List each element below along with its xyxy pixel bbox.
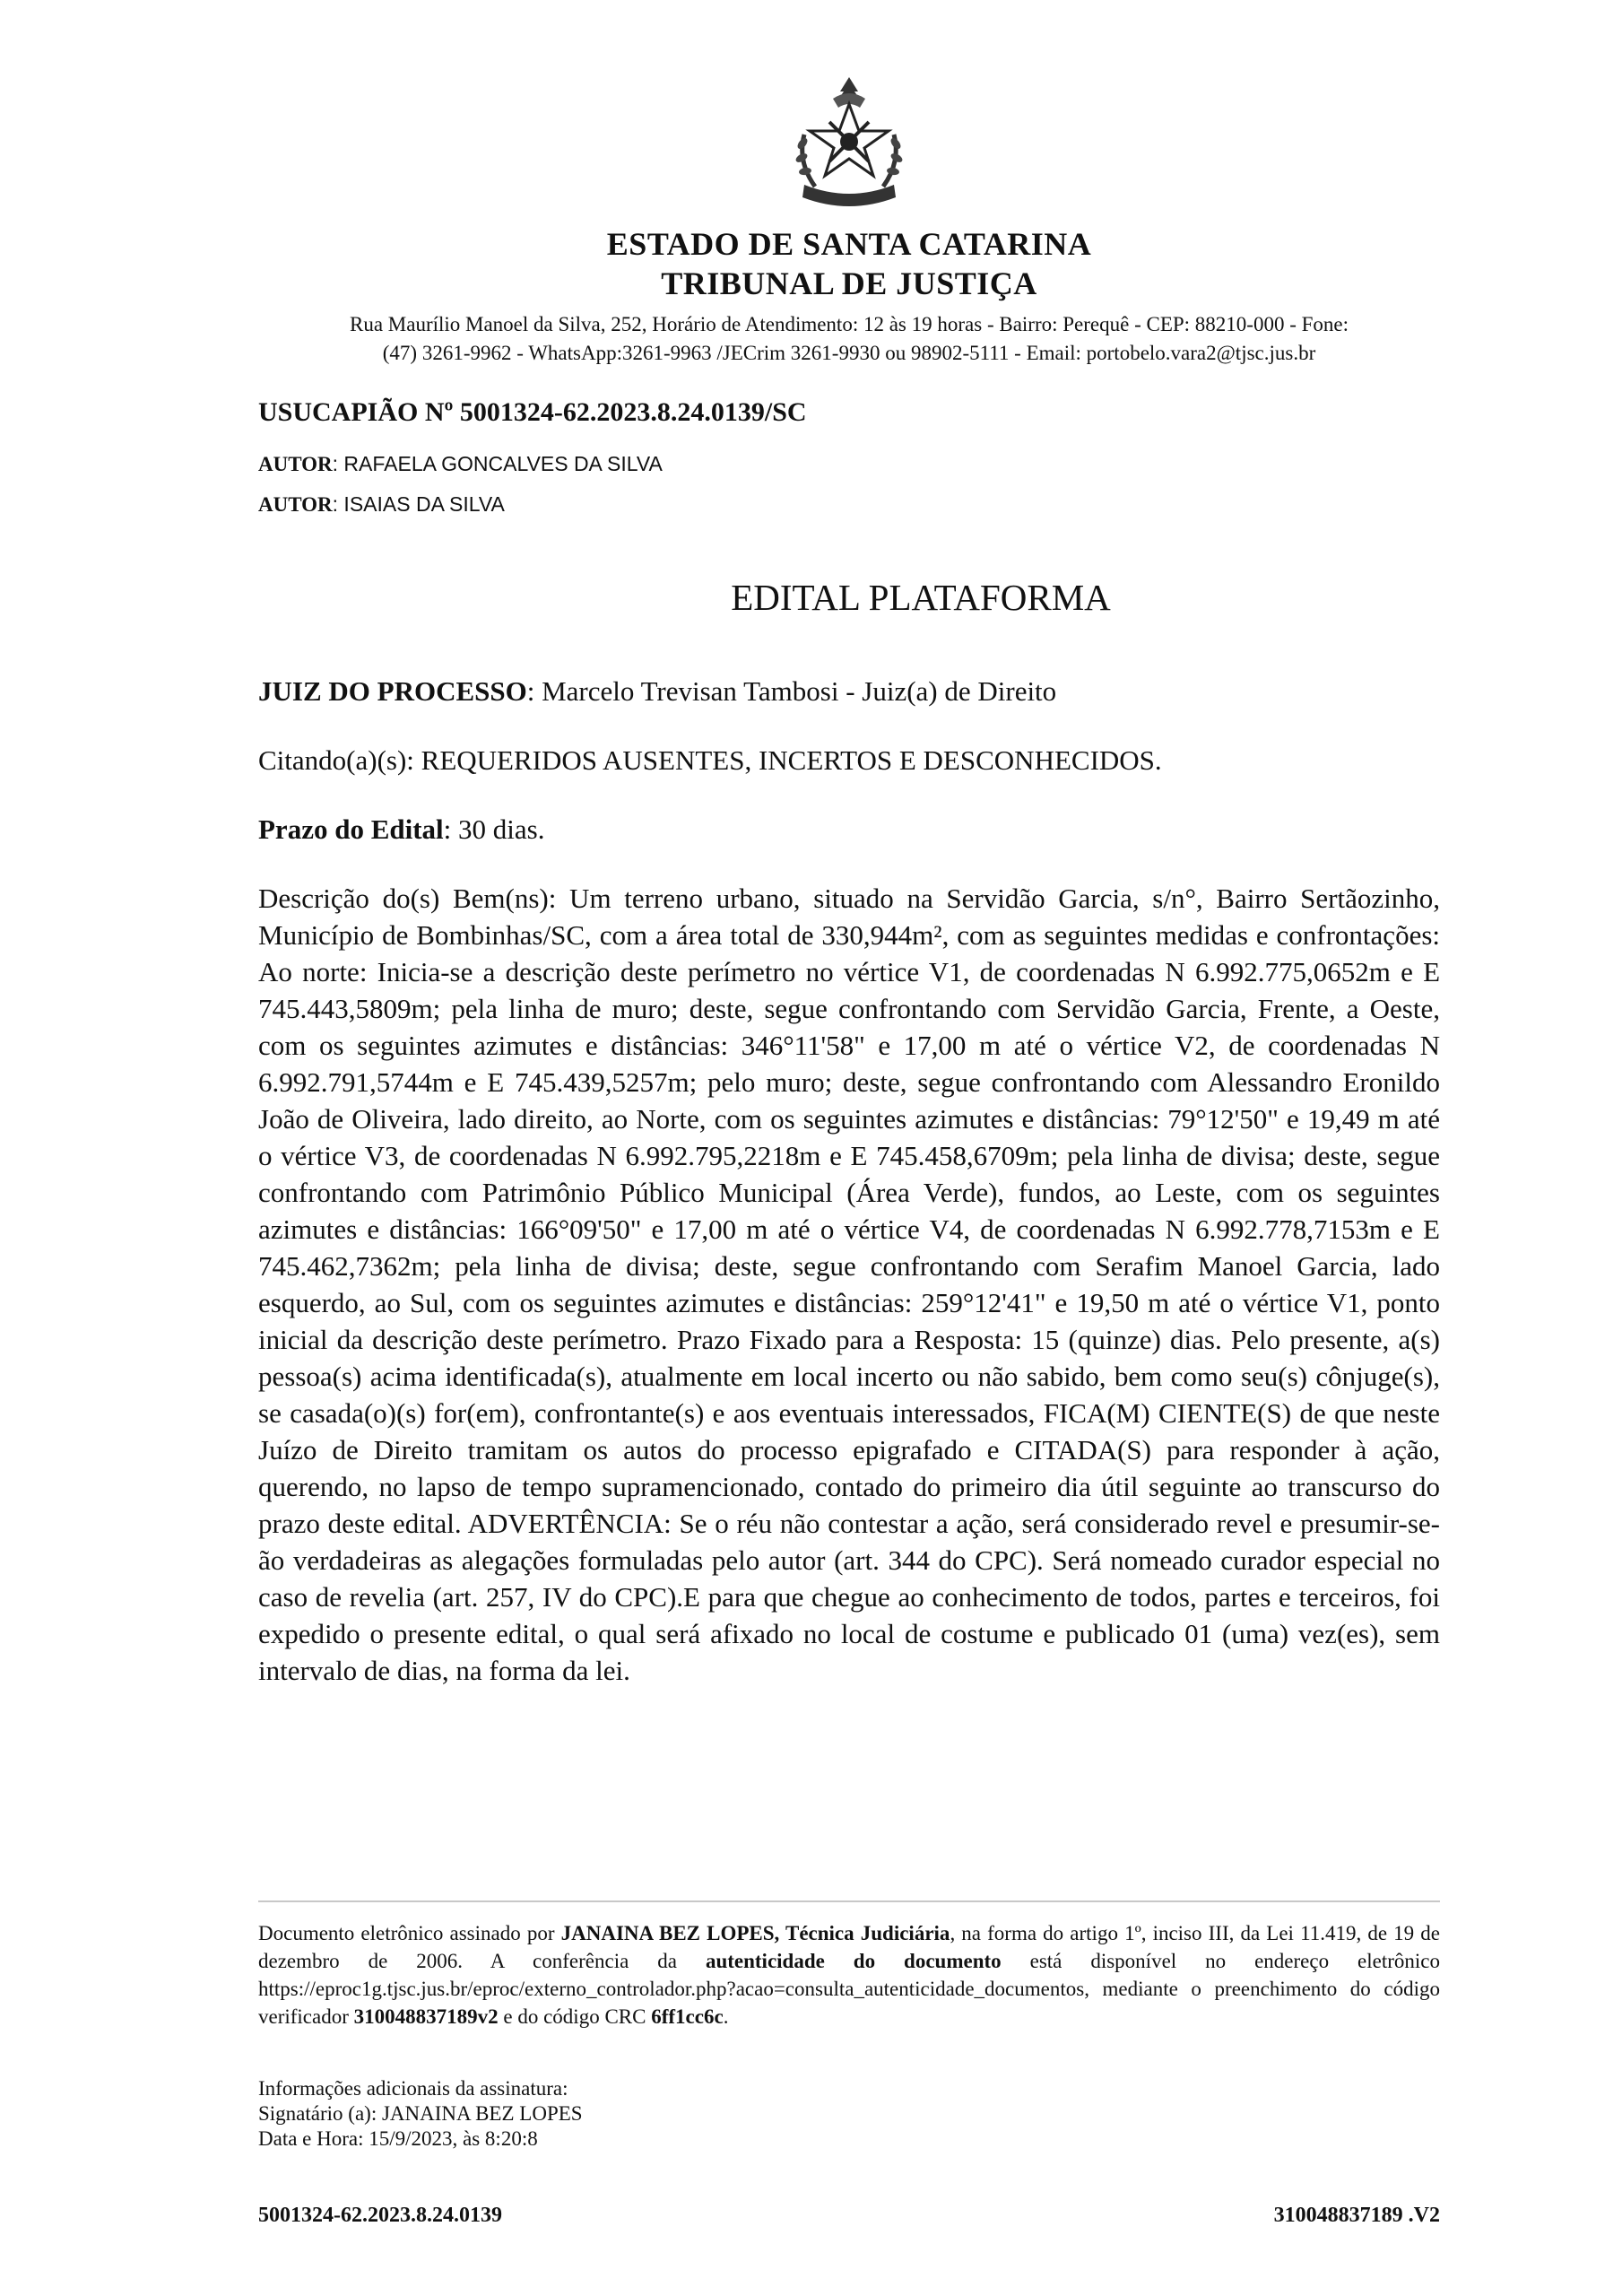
signature-info — [258, 2076, 1440, 2152]
judge-line — [258, 673, 1440, 709]
party-role: AUTOR — [258, 493, 333, 516]
party-role: AUTOR — [258, 453, 333, 475]
property-description: Descrição do(s) Bem(ns): Um terreno urbano, situado na Servidão Garcia, s/n°, Bairro Sertãozinho, Município de Bombinhas/SC, com a área total de 330,944m², com as seguintes medidas e confrontações: Ao norte: Inicia-se a descrição deste perímetro no vértice V1, de coordenadas N 6.992.775,0652m e E 745.443,5809m; pela linha de muro; deste, segue confrontando com Servidão Garcia, Frente, a Oeste, com os seguintes azimutes e distâncias: 346°11'58" e 17,00 m até o vértice V2, de coordenadas N 6.992.791,5744m e E 745.439,5257m; pelo muro; deste, segue confrontando com Alessandro Eronildo João de Oliveira, lado direito, ao Norte, com os seguintes azimutes e distâncias: 79°12'50" e 19,49 m até o vértice V3, de coordenadas N 6.992.795,2218m e E 745.458,6709m; pela linha de divisa; deste, segue confrontando com Patrimônio Público Municipal (Área Verde), fundos, ao Leste, com os seguintes azimutes e distâncias: 166°09'50" e 17,00 m até o vértice V4, de coordenadas N 6.992.778,7153m e E 745.462,7362m; pela linha de divisa; deste, segue confrontando com Serafim Manoel Garcia, lado esquerdo, ao Sul, com os seguintes azimutes e distâncias: 259°12'41" e 19,50 m até o vértice V1, ponto inicial da descrição deste perímetro. Prazo Fixado para a Resposta: 15 (quinze) dias. Pelo presente, a(s) pessoa(s) acima identificada(s), atualmente em local incerto ou não sabido, bem como seu(s) cônjuge(s), se casada(o)(s) for(em), confrontante(s) e aos eventuais interessados, FICA(M) CIENTE(S) de que neste Juízo de Direito tramitam os autos do processo epigrafado e CITADA(S) para responder à ação, querendo, no lapso de tempo supramencionado, contado do primeiro dia útil seguinte ao transcurso do prazo deste edital. ADVERTÊNCIA: Se o réu não contestar a ação, será considerado revel e presumir-se-ão verdadeiras as alegações formuladas pelo autor (art. 344 do CPC). Será nomeado curador especial no caso de revelia (art. 257, IV do CPC).E para que chegue ao conhecimento de todos, partes e terceiros, foi expedido o presente edital, o qual será afixado no local de costume e publicado 01 (uma) vez(es), sem intervalo de dias, na forma da lei. — [258, 883, 1440, 1686]
party-name: : RAFAELA GONCALVES DA SILVA — [332, 452, 663, 475]
sig-text: . — [723, 2005, 729, 2028]
sig-text: está disponível no endereço eletrônico https://eproc1g.tjsc.jus.br/eproc/externo_controlador.php?acao=consulta_autenticidade_documentos, mediante o preenchimento do código verificador — [258, 1950, 1440, 2028]
verifier-code: 310048837189v2 — [353, 2005, 499, 2028]
party-name: : ISAIAS DA SILVA — [332, 492, 505, 516]
document-body — [258, 673, 1440, 1721]
judge-value: : Marcelo Trevisan Tambosi - Juiz(a) de Direito — [526, 675, 1057, 707]
party-line — [258, 450, 1440, 478]
signature-info-heading: Informações adicionais da assinatura: — [258, 2077, 568, 2100]
coat-of-arms-icon — [777, 72, 921, 215]
document-title: EDITAL PLATAFORMA — [731, 577, 1111, 618]
deadline-line — [258, 811, 1440, 848]
signature-datetime: Data e Hora: 15/9/2023, às 8:20:8 — [258, 2127, 538, 2150]
state-name: ESTADO DE SANTA CATARINA — [606, 226, 1092, 262]
signer-name: JANAINA BEZ LOPES, Técnica Judiciária — [560, 1922, 950, 1944]
electronic-signature-note — [258, 1919, 1440, 2031]
sig-text: Documento eletrônico assinado por — [258, 1922, 561, 1944]
crc-code: 6ff1cc6c — [651, 2005, 724, 2028]
authenticity-label: autenticidade do documento — [705, 1950, 1002, 1972]
cited-line: Citando(a)(s): REQUERIDOS AUSENTES, INCERTOS E DESCONHECIDOS. — [258, 744, 1162, 776]
case-info — [258, 395, 1440, 518]
court-name: TRIBUNAL DE JUSTIÇA — [661, 265, 1037, 301]
deadline-label: Prazo do Edital — [258, 813, 444, 845]
judge-label: JUIZ DO PROCESSO — [258, 675, 527, 707]
signatory: Signatário (a): JANAINA BEZ LOPES — [258, 2102, 583, 2125]
deadline-value: : 30 dias. — [443, 813, 545, 845]
footer-divider — [258, 1900, 1440, 1902]
address-line-2: (47) 3261-9962 - WhatsApp:3261-9963 /JECrim 3261-9930 ou 98902-5111 - Email: portobelo.vara2@tjsc.jus.br — [382, 342, 1316, 364]
footer-document-code: 310048837189 .V2 — [1273, 2204, 1440, 2227]
case-number: USUCAPIÃO Nº 5001324-62.2023.8.24.0139/SC — [258, 397, 807, 427]
footer-process-number: 5001324-62.2023.8.24.0139 — [258, 2204, 502, 2227]
sig-text: , na forma do artigo 1º, inciso III, da Lei 11.419, de 19 de dezembro de 2006. A conferência da — [258, 1922, 1440, 1972]
sig-text: e do código CRC — [498, 2005, 652, 2028]
address-line-1: Rua Maurílio Manoel da Silva, 252, Horário de Atendimento: 12 às 19 horas - Bairro: Perequê - CEP: 88210-000 - Fone: — [349, 313, 1349, 335]
document-header — [258, 72, 1440, 368]
court-address — [258, 310, 1440, 368]
party-line — [258, 491, 1440, 518]
